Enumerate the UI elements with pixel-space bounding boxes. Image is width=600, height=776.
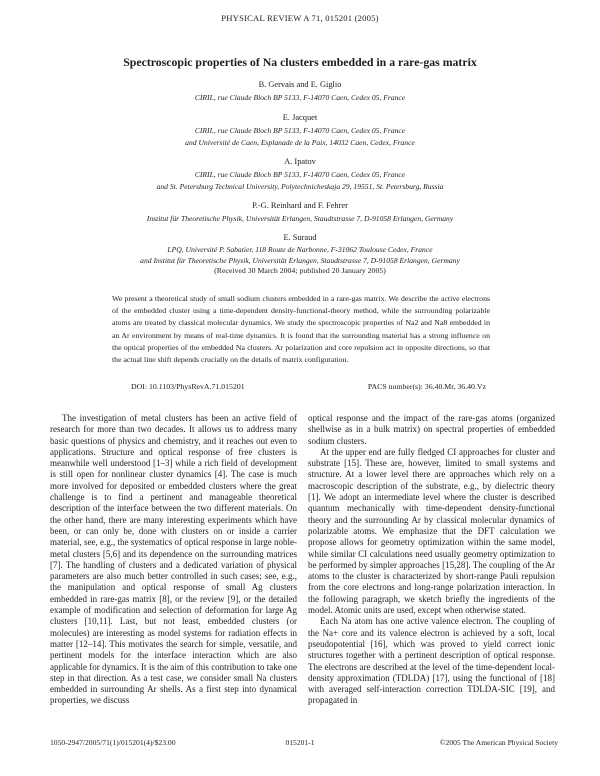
affiliation-line: and Institut für Theoretische Physik, Universität Erlangen, Staudtstrasse 7, D-91058 Erlangen, Germany (140, 256, 460, 265)
body-paragraph: optical response and the impact of the rare-gas atoms (organized shellwise as in a bulk matrix) on spectral properties of embedded sodium clusters. (308, 413, 555, 446)
running-header: PHYSICAL REVIEW A 71, 015201 (2005) (221, 13, 379, 23)
body-left-column (50, 413, 297, 707)
author-line: E. Suraud (283, 233, 317, 242)
affiliation-line: CIRIL, rue Claude Bloch BP 5133, F-14070 Caen, Cedex 05, France (194, 93, 406, 102)
footer-page-number: 015201-1 (285, 738, 315, 747)
body-paragraph: The investigation of metal clusters has been an active field of research for more than two decades. It allows us to address many basic questions of physics and chemistry, and it reaches out even to applications. Structure and optical response of free clusters is meanwhile well understood [1–3] while a rich field of development is still open for nonlinear cluster dynamics [4]. The case is much more involved for deposited or embedded clusters where the great challenge is to find a pertinent and manageable theoretical description of the interface between the two different materials. On the other hand, there are many interesting experiments which have been, or can only be, done with clusters on or inside a carrier material, see, e.g., the systematics of optical response in large noble-metal clusters [5,6] and its dependence on the surrounding matrices [7]. The handling of clusters and a dedicated variation of physical parameters are also much better controlled in such cases; see, e.g., the manipulation and optical response of small Ag clusters embedded in rare-gas matrix [8], or the review [9], or the detailed example of modification and selection of deformation for large Ag clusters [10,11]. Last, but not least, embedded clusters (or molecules) are interesting as model systems for radiation effects in matter [12–14]. This motivates the search for simple, versatile, and pertinent models for the interface interaction which are also applicable for dynamics. It is the aim of this contribution to take one step in that direction. As a test case, we consider small Na clusters embedded in surrounding Ar shells. As a first step into dynamical properties, we discuss (50, 413, 298, 706)
author-line: A. Ipatov (284, 157, 316, 166)
doi-link[interactable]: DOI: 10.1103/PhysRevA.71.015201 (131, 382, 245, 391)
author-line: B. Gervais and E. Giglio (258, 80, 342, 89)
paper-title: Spectroscopic properties of Na clusters embedded in a rare-gas matrix (123, 55, 477, 69)
affiliation-line: LPQ, Université P. Sabatier, 118 Route de Narbonne, F-31062 Toulouse Cedex, France (167, 245, 433, 254)
affiliation-line: and Université de Caen, Esplanade de la Paix, 14032 Caen, Cedex, France (185, 138, 415, 147)
author-line: E. Jacquet (282, 113, 318, 122)
affiliation-line: and St. Petersburg Technical University, Polytechnicheskaja 29, 19551, St. Petersburg, Russia (156, 182, 444, 191)
body-paragraph: Each Na atom has one active valence electron. The coupling of the Na+ core and its valence electron is achieved by a soft, local pseudopotential [16], which was proved to yield correct ionic structures together with a pertinent description of optical response. The electrons are described at the level of the time-dependent local-density approximation (TDLDA) [17], using the functional of [18] with averaged self-interaction correction TDLDA-SIC [19], and propagated in (308, 616, 555, 706)
abstract: We present a theoretical study of small sodium clusters embedded in a rare-gas matrix. We describe the active electrons of the embedded cluster using a time-dependent density-functional-theory method, while the surrounding polarizable atoms are treated by classical molecular dynamics. We study the spectroscopic properties of Na2 and Na8 embedded in an Ar environment by means of real-time dynamics. It is found that the surrounding material has a strong influence on the optical properties of the embedded Na clusters. Ar polarization and core repulsion act in opposite directions, so that the actual line shift depends crucially on the details of matrix configuration. (112, 294, 490, 365)
affiliation-line: CIRIL, rue Claude Bloch BP 5133, F-14070 Caen, Cedex 05, France (194, 170, 406, 179)
received-dates: (Received 30 March 2004; published 20 January 2005) (214, 266, 386, 275)
author-line: P.-G. Reinhard and F. Fehrer (252, 201, 348, 210)
pacs-numbers: PACS number(s): 36.40.Mr, 36.40.Vz (367, 382, 486, 391)
affiliation-line: CIRIL, rue Claude Bloch BP 5133, F-14070 Caen, Cedex 05, France (194, 126, 406, 135)
body-paragraph: At the upper end are fully fledged CI approaches for cluster and substrate [15]. These are, however, limited to small systems and structure. At a lower level there are approaches which rely on a macroscopic description of the substrate, e.g., by dielectric theory [1]. We adopt an intermediate level where the cluster is described quantum mechanically with time-dependent density-functional theory and the surrounding Ar by classical molecular dynamics of polarizable atoms. We emphasize that the DFT calculation we propose allows for geometry optimization within the same model, while similar CI calculations need usually geometry optimization to be performed by simpler approaches [15,28]. The coupling of the Ar atoms to the cluster is characterized by short-range Pauli repulsion from the core electrons and long-range polarization interaction. In the following paragraph, we sketch briefly the ingredients of the model. Atomic units are used, except when otherwise stated. (308, 446, 555, 616)
footer-issn: 1050-2947/2005/71(1)/015201(4)/$23.00 (50, 738, 176, 747)
affiliation-line: Institut für Theoretische Physik, Universität Erlangen, Staudtstrasse 7, D-91058 Erlangen, Germany (146, 214, 454, 223)
footer-copyright: ©2005 The American Physical Society (439, 738, 558, 747)
body-right-column (308, 413, 555, 707)
